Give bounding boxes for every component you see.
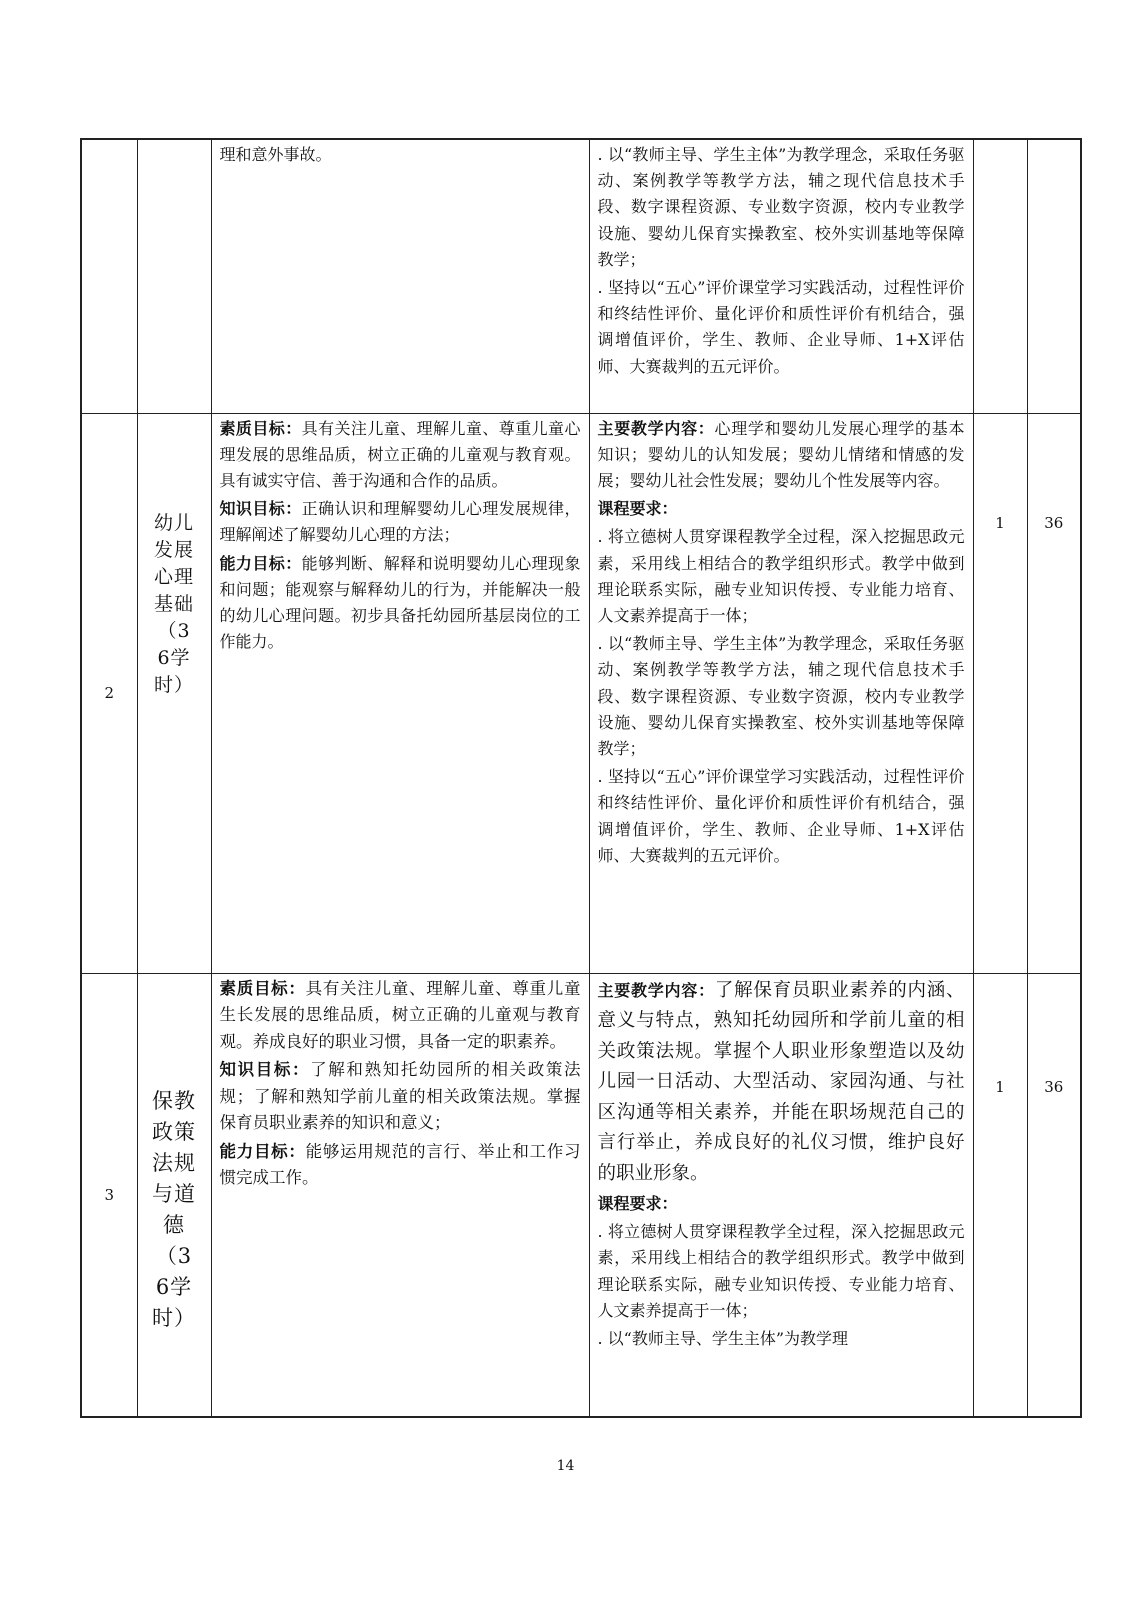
row1-hours-cell: [1027, 139, 1081, 413]
quality-goal-text: 具有关注儿童、理解儿童、尊重儿童心理发展的思维品质，树立正确的儿童观与教育观。具有诚实守信、善于沟通和合作的品质。: [219, 418, 581, 490]
row3-content-cell: [589, 973, 973, 1417]
row1-content-item: . 坚持以“五心”评价课堂学习实践活动，过程性评价和终结性评价、量化评价和质性评价有机结合，强调增值评价，学生、教师、企业导师、1+X评估师、大赛裁判的五元评价。: [597, 278, 965, 376]
row1-content-item: . 以“教师主导、学生主体”为教学理念，采取任务驱动、案例教学等教学方法，辅之现代信息技术手段、数字课程资源、专业数字资源，校内专业教学设施、婴幼儿保育实操教室、校外实训基地等保障教学；: [597, 145, 965, 269]
main-content-text: 了解保育员职业素养的内涵、意义与特点，熟知托幼园所和学前儿童的相关政策法规。掌握个人职业形象塑造以及幼儿园一日活动、大型活动、家园沟通、与社区沟通等相关素养，并能在职场规范自己的言行举止，养成良好的礼仪习惯，维护良好的职业形象。: [597, 979, 965, 1184]
row3-hours-cell: [1027, 973, 1081, 1417]
quality-goal-label: 素质目标：: [219, 978, 306, 998]
requirement-item: . 以“教师主导、学生主体”为教学理念，采取任务驱动、案例教学等教学方法，辅之现代信息技术手段、数字课程资源、专业数字资源，校内专业教学设施、婴幼儿保育实操教室、校外实训基地等保障教学；: [597, 634, 965, 758]
row2-course-name: 幼儿发展心理基础（36学时）: [153, 511, 194, 696]
requirements-label: 课程要求：: [597, 1194, 678, 1213]
row3-goal-cell: [211, 973, 589, 1417]
table-row: [81, 413, 1081, 973]
row2-hours: 36: [1044, 513, 1064, 532]
row1-content-cell: [589, 139, 973, 413]
row1-goal-text: 理和意外事故。: [219, 145, 332, 164]
ability-goal-text: 能够判断、解释和说明婴幼儿心理现象和问题；能观察与解释幼儿的行为，并能解决一般的幼儿心理问题。初步具备托幼园所基层岗位的工作能力。: [219, 553, 581, 652]
row2-no-cell: [81, 413, 137, 973]
row1-term-cell: [973, 139, 1027, 413]
ability-goal-text: 能够运用规范的言行、举止和工作习惯完成工作。: [219, 1141, 581, 1187]
knowledge-goal-text: 了解和熟知托幼园所的相关政策法规；了解和熟知学前儿童的相关政策法规。掌握保育员职业素养的知识和意义；: [219, 1060, 581, 1132]
row3-term: 1: [995, 1077, 1005, 1096]
quality-goal-label: 素质目标：: [219, 418, 302, 438]
quality-goal-text: 具有关注儿童、理解儿童、尊重儿童生长发展的思维品质，树立正确的儿童观与教育观。养成良好的职业习惯，具备一定的职素养。: [219, 978, 581, 1051]
row2-no: 2: [104, 684, 115, 702]
row3-no-cell: [81, 973, 137, 1417]
requirement-item: . 将立德树人贯穿课程教学全过程，深入挖掘思政元素，采用线上相结合的教学组织形式。教学中做到理论联系实际，融专业知识传授、专业能力培育、人文素养提高于一体；: [597, 1222, 965, 1320]
row1-goal-cell: [211, 139, 589, 413]
row2-term: 1: [995, 513, 1005, 532]
table-row: [81, 973, 1081, 1417]
row1-name-cell: [137, 139, 211, 413]
row3-hours: 36: [1044, 1077, 1064, 1096]
main-content-label: 主要教学内容：: [597, 980, 715, 1000]
row2-hours-cell: [1027, 413, 1081, 973]
table-row: [81, 139, 1081, 413]
row3-name-cell: [137, 973, 211, 1417]
row3-no: 3: [104, 1185, 115, 1204]
row2-goal-cell: [211, 413, 589, 973]
ability-goal-label: 能力目标：: [219, 1141, 306, 1161]
knowledge-goal-label: 知识目标：: [219, 1060, 311, 1079]
requirement-item: . 以“教师主导、学生主体”为教学理: [597, 1329, 849, 1349]
requirements-label: 课程要求：: [597, 499, 678, 519]
course-table: [80, 138, 1082, 1418]
main-content-label: 主要教学内容：: [597, 418, 715, 438]
requirement-item: . 坚持以“五心”评价课堂学习实践活动，过程性评价和终结性评价、量化评价和质性评价有机结合，强调增值评价，学生、教师、企业导师、1+X评估师、大赛裁判的五元评价。: [597, 767, 965, 865]
knowledge-goal-label: 知识目标：: [219, 499, 302, 519]
row2-term-cell: [973, 413, 1027, 973]
row2-content-cell: [589, 413, 973, 973]
knowledge-goal-text: 正确认识和理解婴幼儿心理发展规律，理解阐述了解婴幼儿心理的方法；: [219, 499, 581, 545]
ability-goal-label: 能力目标：: [219, 553, 302, 573]
requirement-item: . 将立德树人贯穿课程教学全过程，深入挖掘思政元素，采用线上相结合的教学组织形式。教学中做到理论联系实际，融专业知识传授、专业能力培育、人文素养提高于一体；: [597, 527, 965, 625]
page-number: 14: [556, 1458, 575, 1474]
row2-name-cell: [137, 413, 211, 973]
main-content-text: 心理学和婴幼儿发展心理学的基本知识；婴幼儿的认知发展；婴幼儿情绪和情感的发展；婴幼儿社会性发展；婴幼儿个性发展等内容。: [597, 418, 965, 490]
row1-no-cell: [81, 139, 137, 413]
row3-term-cell: [973, 973, 1027, 1417]
row3-course-name: 保教政策法规与道德（36学时）: [152, 1088, 196, 1330]
